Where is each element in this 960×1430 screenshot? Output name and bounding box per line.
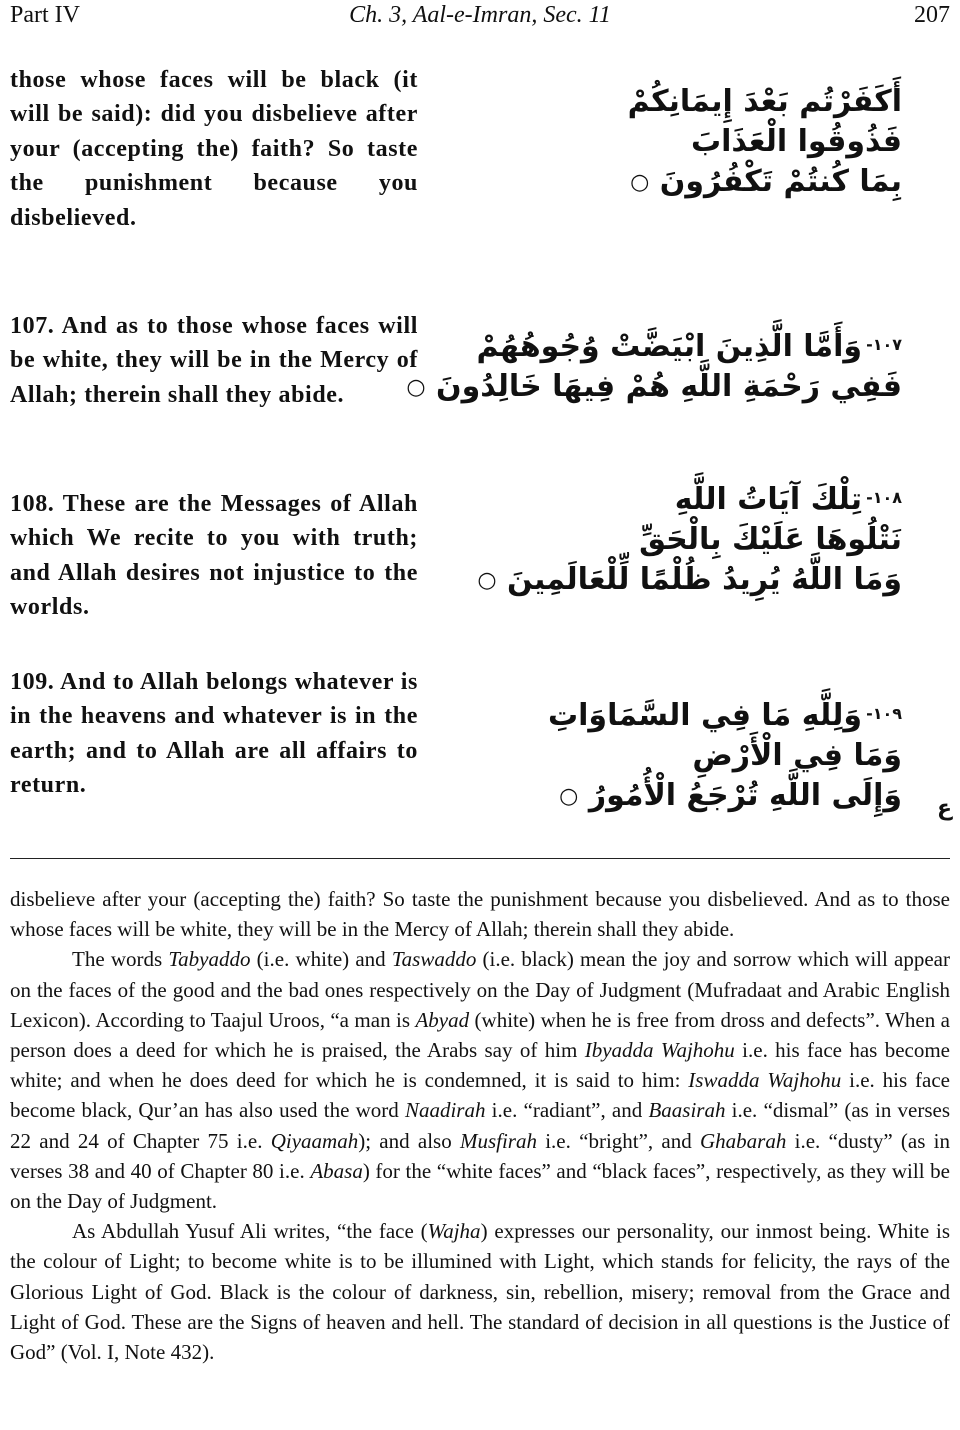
arabic-line: أَكَفَرْتُم بَعْدَ إِيمَانِكُمْ	[627, 84, 902, 119]
arabic-line: وَإِلَى اللَّهِ تُرْجَعُ الْأُمُورُ ○	[559, 778, 902, 813]
verse-arabic-continuation	[462, 82, 902, 203]
term: Baasirah	[648, 1098, 726, 1123]
term: Ghabarah	[700, 1128, 787, 1153]
arabic-line: $^{١٠٩-}$وَلِلَّهِ مَا فِي السَّمَاوَاتِ	[548, 698, 902, 733]
arabic-line: وَمَا فِي الْأَرْضِ	[692, 738, 902, 773]
verse-end-mark: ○	[630, 170, 650, 195]
commentary-paragraph: The words Tabyaddo (i.e. white) and Taswaddo (i.e. black) mean the joy and sorrow which will appear on the faces of the good and the bad ones respectively on the Day of Judgment (Mufradaat and Arabic English Lexicon). According to Taajul Uroos, “a man is Abyad (white) when he is free from dross and defects”. When a person does a deed for which he is praised, the Arabs say of him Ibyadda Wajhohu i.e. his face has become white; and when he does deed for which he is condemned, it is said to him: Iswadda Wajhohu i.e. his face become black, Qur’an has also used the word Naadirah i.e. “radiant”, and Baasirah i.e. “dismal” (as in verses 22 and 24 of Chapter 75 i.e. Qiyaamah); and also Musfirah i.e. “bright”, and Ghabarah i.e. “dusty” (as in verses 38 and 40 of Chapter 80 i.e. Abasa) for the “white faces” and “black faces”, respectively, as they will be on the Day of Judgment.	[10, 947, 951, 1214]
verse-english-108	[10, 487, 418, 625]
page-header	[10, 2, 950, 36]
arabic-line: فَفِي رَحْمَةِ اللَّهِ هُمْ فِيهَا خَالِدُونَ ○	[406, 369, 902, 404]
arabic-line: وَمَا اللَّهُ يُرِيدُ ظُلْمًا لِّلْعَالَمِينَ ○	[477, 562, 902, 597]
verse-text: These are the Messages of Allah which We recite to you with truth; and Allah desires not injustice to the worlds.	[10, 491, 419, 621]
term: Iswadda Wajhohu	[688, 1068, 842, 1093]
verse-text: And as to those whose faces will be white, they will be in the Mercy of Allah; therein shall they abide.	[10, 313, 418, 408]
verse-english-continuation	[10, 63, 418, 235]
verse-arabic-107	[406, 325, 902, 408]
term: Musfirah	[459, 1128, 537, 1153]
verse-end-mark: ○	[559, 784, 579, 809]
verse-english-107	[10, 309, 418, 412]
verse-number: 109.	[10, 669, 55, 695]
arabic-line: بِمَا كُنتُمْ تَكْفُرُونَ ○	[630, 164, 902, 199]
arabic-verse-number: ١٠٧-	[866, 335, 902, 354]
verse-english-109	[10, 665, 418, 803]
arabic-verse-number: ١٠٩-	[866, 704, 902, 723]
verse-number: 108.	[10, 491, 55, 517]
arabic-line: $^{١٠٨-}$تِلْكَ آيَاتُ اللَّهِ	[674, 482, 902, 517]
chapter-title: Ch. 3, Aal-e-Imran, Sec. 11	[349, 2, 611, 28]
page-number: 207	[914, 2, 950, 28]
part-label: Part IV	[10, 2, 80, 28]
arabic-line: نَتْلُوهَا عَلَيْكَ بِالْحَقِّ	[639, 522, 902, 557]
commentary	[10, 884, 950, 1367]
term: Taswaddo	[391, 947, 477, 972]
commentary-paragraph: As Abdullah Yusuf Ali writes, “the face (Wajha) expresses our personality, our inmost being. White is the colour of Light; to become white is to be illumined with Light, which stands for felicity, the rays of the Glorious Light of God. Black is the colour of darkness, sin, rebellion, misery; removal from the Grace and Light of God. These are the Signs of heaven and hell. The standard of decision in all questions is the Justice of God” (Vol. I, Note 432).	[10, 1219, 950, 1365]
verse-arabic-108	[462, 478, 902, 601]
term: Wajha	[427, 1219, 481, 1244]
verse-number: 107.	[10, 313, 55, 339]
term: Naadirah	[404, 1098, 486, 1123]
commentary-paragraph: disbelieve after your (accepting the) faith? So taste the punishment because you disbelieved. And as to those whose faces will be white, they will be in the Mercy of Allah; therein shall they abide.	[10, 887, 950, 942]
verse-arabic-109	[462, 694, 902, 817]
term: Tabyaddo	[168, 947, 251, 972]
verse-end-mark: ○	[406, 375, 426, 400]
term: Ibyadda Wajhohu	[584, 1038, 735, 1063]
term: Abasa	[310, 1158, 363, 1183]
verse-text: And to Allah belongs whatever is in the heavens and whatever is in the earth; and to Allah are all affairs to return.	[10, 669, 418, 799]
term: Qiyaamah	[270, 1128, 359, 1153]
ruku-mark: ع	[936, 796, 952, 821]
verse-text: those whose faces will be black (it will be said): did you disbelieve after your (accepting the) faith? So taste the punishment because you disbelieved.	[10, 67, 418, 231]
section-divider	[10, 858, 950, 859]
arabic-line: $^{١٠٧-}$وَأَمَّا الَّذِينَ ابْيَضَّتْ وُجُوهُهُمْ	[476, 329, 902, 364]
arabic-verse-number: ١٠٨-	[866, 488, 902, 507]
verse-end-mark: ○	[477, 568, 497, 593]
arabic-line: فَذُوقُوا الْعَذَابَ	[690, 124, 902, 159]
term: Abyad	[415, 1007, 470, 1032]
